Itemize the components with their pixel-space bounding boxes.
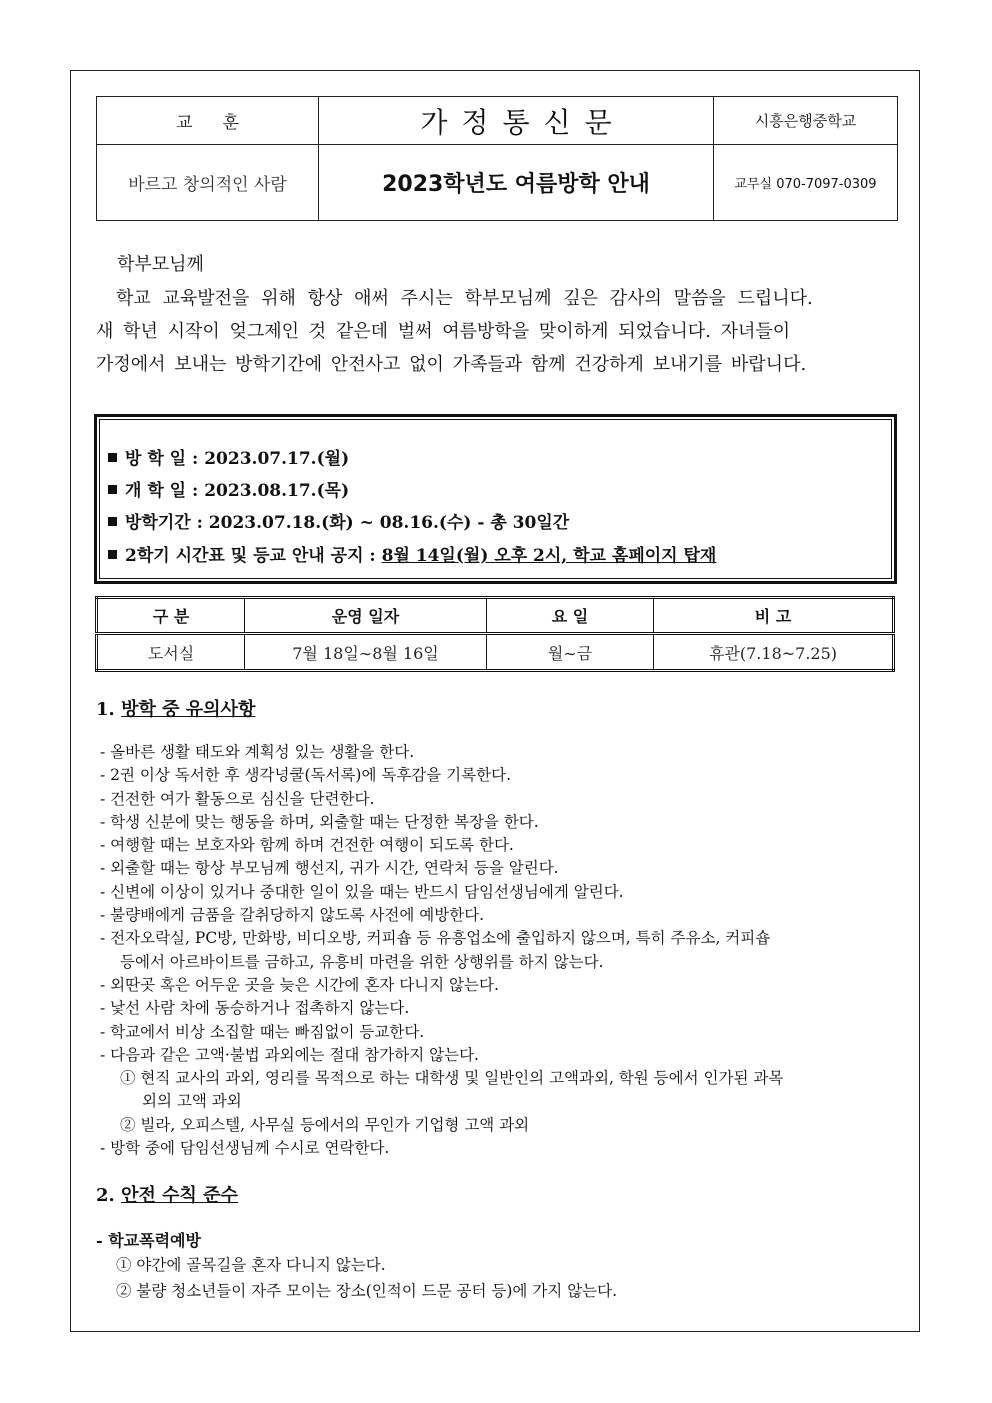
motto-cell [97,145,319,221]
table-cell: 도서실 [97,634,245,671]
table-row [97,634,894,671]
list-item: - 전자오락실, PC방, 만화방, 비디오방, 커피숍 등 유흥업소에 출입하지 않으며, 특히 주유소, 커피숍 [100,929,771,948]
motto: 바르고 창의적인 사람 [128,175,287,195]
notice-vacation-start: 방 학 일 : 2023.07.17.(월) [108,444,349,469]
motto-label-cell [97,97,319,145]
violence-prevention-heading: - 학교폭력예방 [96,1231,201,1250]
table-header: 구 분 [97,598,245,634]
table-header: 운영 일자 [245,598,487,634]
list-item: - 외딴곳 혹은 어두운 곳을 늦은 시간에 혼자 다니지 않는다. [100,975,499,994]
doc-type: 가정통신문 [420,105,626,139]
list-item: - 건전한 여가 활동으로 심신을 단련한다. [100,789,375,808]
greeting: 학부모님께 [117,254,204,275]
notice-school-start: 개 학 일 : 2023.08.17.(목) [108,476,349,501]
timetable-date: 8월 14일(월) 오후 2시, 학교 홈페이지 탑재 [381,546,717,566]
section-1-title: 1. 방학 중 유의사항 [96,699,256,720]
square-bullet-icon [108,550,117,559]
square-bullet-icon [108,517,117,526]
list-item: - 학교에서 비상 소집할 때는 빠짐없이 등교한다. [100,1022,425,1041]
list-item: - 학생 신분에 맞는 행동을 하며, 외출할 때는 단정한 복장을 한다. [100,812,539,831]
school-name: 시흥은행중학교 [754,112,857,130]
office-phone: 교무실 070-7097-0309 [734,177,877,192]
list-item: - 다음과 같은 고액·불법 과외에는 절대 참가하지 않는다. [100,1045,479,1064]
safety-list [116,1252,617,1304]
list-item: 외의 고액 과외 [142,1092,242,1111]
list-item: - 2권 이상 독서한 후 생각넝쿨(독서록)에 독후감을 기록한다. [100,766,511,785]
title-cell [319,145,714,221]
table-header: 비 고 [654,598,894,634]
square-bullet-icon [108,453,117,462]
table-cell: 휴관(7.18~7.25) [654,634,894,671]
list-item: - 올바른 생활 태도와 계획성 있는 생활을 한다. [100,743,415,761]
school-cell [714,97,898,145]
intro-line: 학교 교육발전을 위해 항상 애써 주시는 학부모님께 깊은 감사의 말씀을 드립니다. [116,288,813,309]
notice-period: 방학기간 : 2023.07.18.(화) ~ 08.16.(수) - 총 30일간 [108,508,569,533]
list-item: - 여행할 때는 보호자와 함께 하며 건전한 여행이 되도록 한다. [100,836,514,855]
list-item: ② 빌라, 오피스텔, 사무실 등에서의 무인가 기업형 고액 과외 [120,1115,530,1134]
doc-type-cell [319,97,714,145]
intro-line: 새 학년 시작이 엊그제인 것 같은데 벌써 여름방학을 맞이하게 되었습니다. 자녀들이 [96,321,791,342]
list-item: - 외출할 때는 항상 부모님께 행선지, 귀가 시간, 연락처 등을 알린다. [100,859,559,878]
library-table [95,596,895,672]
section-2-title: 2. 안전 수칙 준수 [96,1185,238,1206]
list-item: - 불량배에게 금품을 갈취당하지 않도록 사전에 예방한다. [100,906,485,925]
list-item: ② 불량 청소년들이 자주 모이는 장소(인적이 드문 공터 등)에 가지 않는다. [116,1282,618,1300]
list-item: - 신변에 이상이 있거나 중대한 일이 있을 때는 반드시 담임선생님에게 알린다. [100,882,624,901]
table-header: 요 일 [487,598,654,634]
list-item: ① 야간에 골목길을 혼자 다니지 않는다. [116,1256,386,1274]
document-title: 2023학년도 여름방학 안내 [382,172,650,197]
list-item: ① 현직 교사의 과외, 영리를 목적으로 하는 대학생 및 일반인의 고액과외, 학원 등에서 인가된 과목 [120,1069,784,1088]
table-cell: 7월 18일∼8월 16일 [245,634,487,671]
list-item: - 낯선 사람 차에 동승하거나 접촉하지 않는다. [100,999,410,1018]
notice-timetable: 2학기 시간표 및 등교 안내 공지 : 8월 14일(월) 오후 2시, 학교 홈페이지 탑재 [108,541,716,566]
phone-cell [714,145,898,221]
table-cell: 월∼금 [487,634,654,671]
intro-paragraph [96,282,894,381]
precautions-list [100,741,900,1160]
notice-box [94,414,897,584]
square-bullet-icon [108,485,117,494]
header-table [96,96,898,221]
list-item: - 방학 중에 담임선생님께 수시로 연락한다. [100,1139,390,1158]
list-item: 등에서 아르바이트를 금하고, 유흥비 마련을 위한 상행위를 하지 않는다. [120,952,604,971]
intro-line: 가정에서 보내는 방학기간에 안전사고 없이 가족들과 함께 건강하게 보내기를 바랍니다. [96,354,807,375]
motto-label: 교훈 [176,113,269,133]
